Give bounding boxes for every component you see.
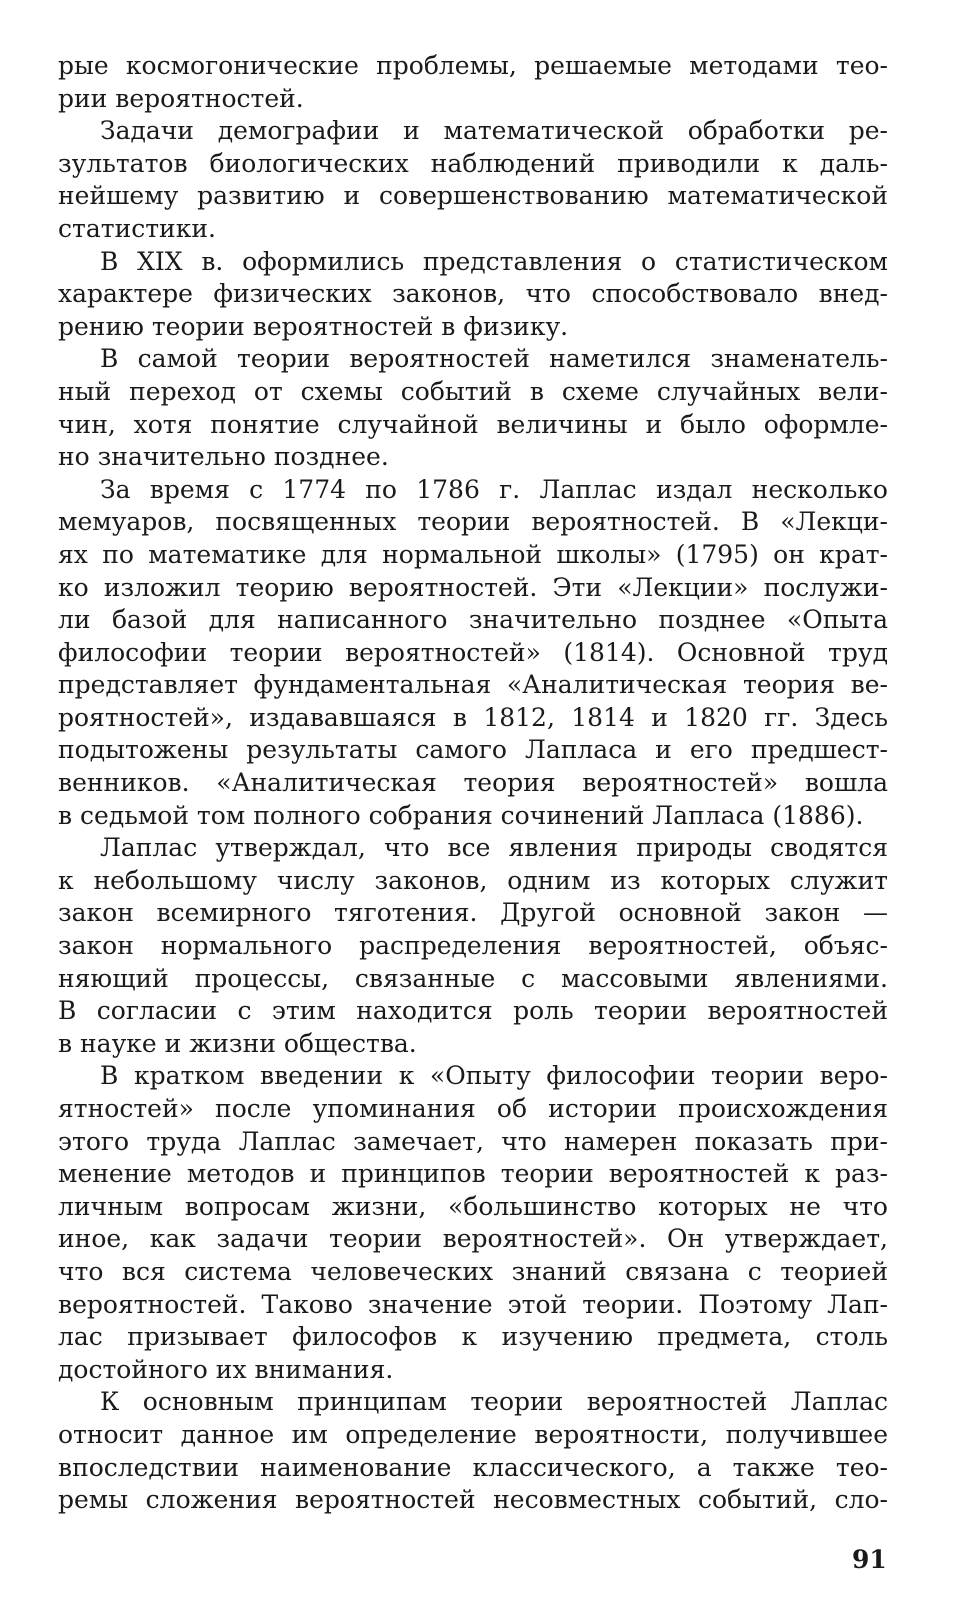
text-line: к небольшому числу законов, одним из которых служит [58, 865, 888, 895]
text-line: личным вопросам жизни, «большинство которых не что [58, 1191, 888, 1221]
text-line: роятностей», издававшаяся в 1812, 1814 и 1820 гг. Здесь [58, 702, 888, 732]
text-line: в науке и жизни общества. [58, 1028, 417, 1058]
text-line: в седьмой том полного собрания сочинений Лапласа (1886). [58, 800, 864, 830]
text-line: К основным принципам теории вероятностей Лаплас [100, 1387, 888, 1417]
text-line: закон всемирного тяготения. Другой основной закон — [58, 898, 888, 928]
text-line: статистики. [58, 213, 216, 243]
text-line: представляет фундаментальная «Аналитическая теория ве- [58, 670, 888, 700]
text-line: Задачи демографии и математической обработки ре- [100, 116, 888, 146]
text-line: менение методов и принципов теории вероятностей к раз- [58, 1159, 888, 1189]
text-line: вероятностей. Таково значение этой теории. Поэтому Лап- [58, 1289, 888, 1319]
text-line: нейшему развитию и совершенствованию математической [58, 181, 888, 211]
text-line: достойного их внимания. [58, 1354, 394, 1384]
text-line: рению теории вероятностей в физику. [58, 311, 569, 341]
text-line: В согласии с этим находится роль теории вероятностей [58, 996, 888, 1026]
text-line: За время с 1774 по 1786 г. Лаплас издал несколько [100, 474, 888, 504]
text-line: рые космогонические проблемы, решаемые методами тео- [58, 51, 888, 80]
text-line: этого труда Лаплас замечает, что намерен показать при- [58, 1126, 888, 1156]
text-line: мемуаров, посвященных теории вероятностей. В «Лекци- [58, 507, 888, 537]
text-line: ятностей» после упоминания об истории происхождения [58, 1094, 888, 1123]
text-line: лас призывает философов к изучению предмета, столь [58, 1322, 888, 1352]
text-line: ях по математике для нормальной школы» (1795) он крат- [58, 539, 888, 569]
text-line: В самой теории вероятностей наметился знаменатель- [100, 344, 888, 374]
text-line: но значительно позднее. [58, 442, 389, 472]
text-line: относит данное им определение вероятности, получившее [58, 1419, 888, 1449]
text-line: что вся система человеческих знаний связана с теорией [58, 1256, 888, 1286]
text-line: Лаплас утверждал, что все явления природы сводятся [100, 833, 888, 863]
text-line: В кратком введении к «Опыту философии теории веро- [100, 1061, 888, 1091]
text-line: ремы сложения вероятностей несовместных событий, сло- [58, 1485, 888, 1515]
text-line: няющий процессы, связанные с массовыми явлениями. [58, 963, 888, 993]
page-body [58, 50, 888, 1517]
text-line: закон нормального распределения вероятностей, объяс- [58, 931, 888, 961]
text-line: подытожены результаты самого Лапласа и его предшест- [58, 735, 888, 765]
text-line: иное, как задачи теории вероятностей». Он утверждает, [58, 1224, 888, 1254]
text-line: рии вероятностей. [58, 83, 304, 113]
text-line: впоследствии наименование классического, а также тео- [58, 1452, 888, 1482]
text-line: ко изложил теорию вероятностей. Эти «Лекции» послужи- [58, 572, 888, 602]
text-line: венников. «Аналитическая теория вероятностей» вошла [58, 768, 888, 798]
text-line: философии теории вероятностей» (1814). Основной труд [58, 637, 888, 667]
text-line: В XIX в. оформились представления о статистическом [100, 246, 888, 276]
text-line: характере физических законов, что способствовало внед- [58, 279, 888, 309]
text-line: ли базой для написанного значительно позднее «Опыта [58, 605, 888, 635]
text-line: чин, хотя понятие случайной величины и было оформле- [58, 409, 888, 439]
text-line: ный переход от схемы событий в схеме случайных вели- [58, 376, 888, 406]
page-number: 91 [852, 1545, 887, 1574]
text-line: зультатов биологических наблюдений приводили к даль- [58, 148, 888, 178]
text-block [58, 50, 888, 1517]
